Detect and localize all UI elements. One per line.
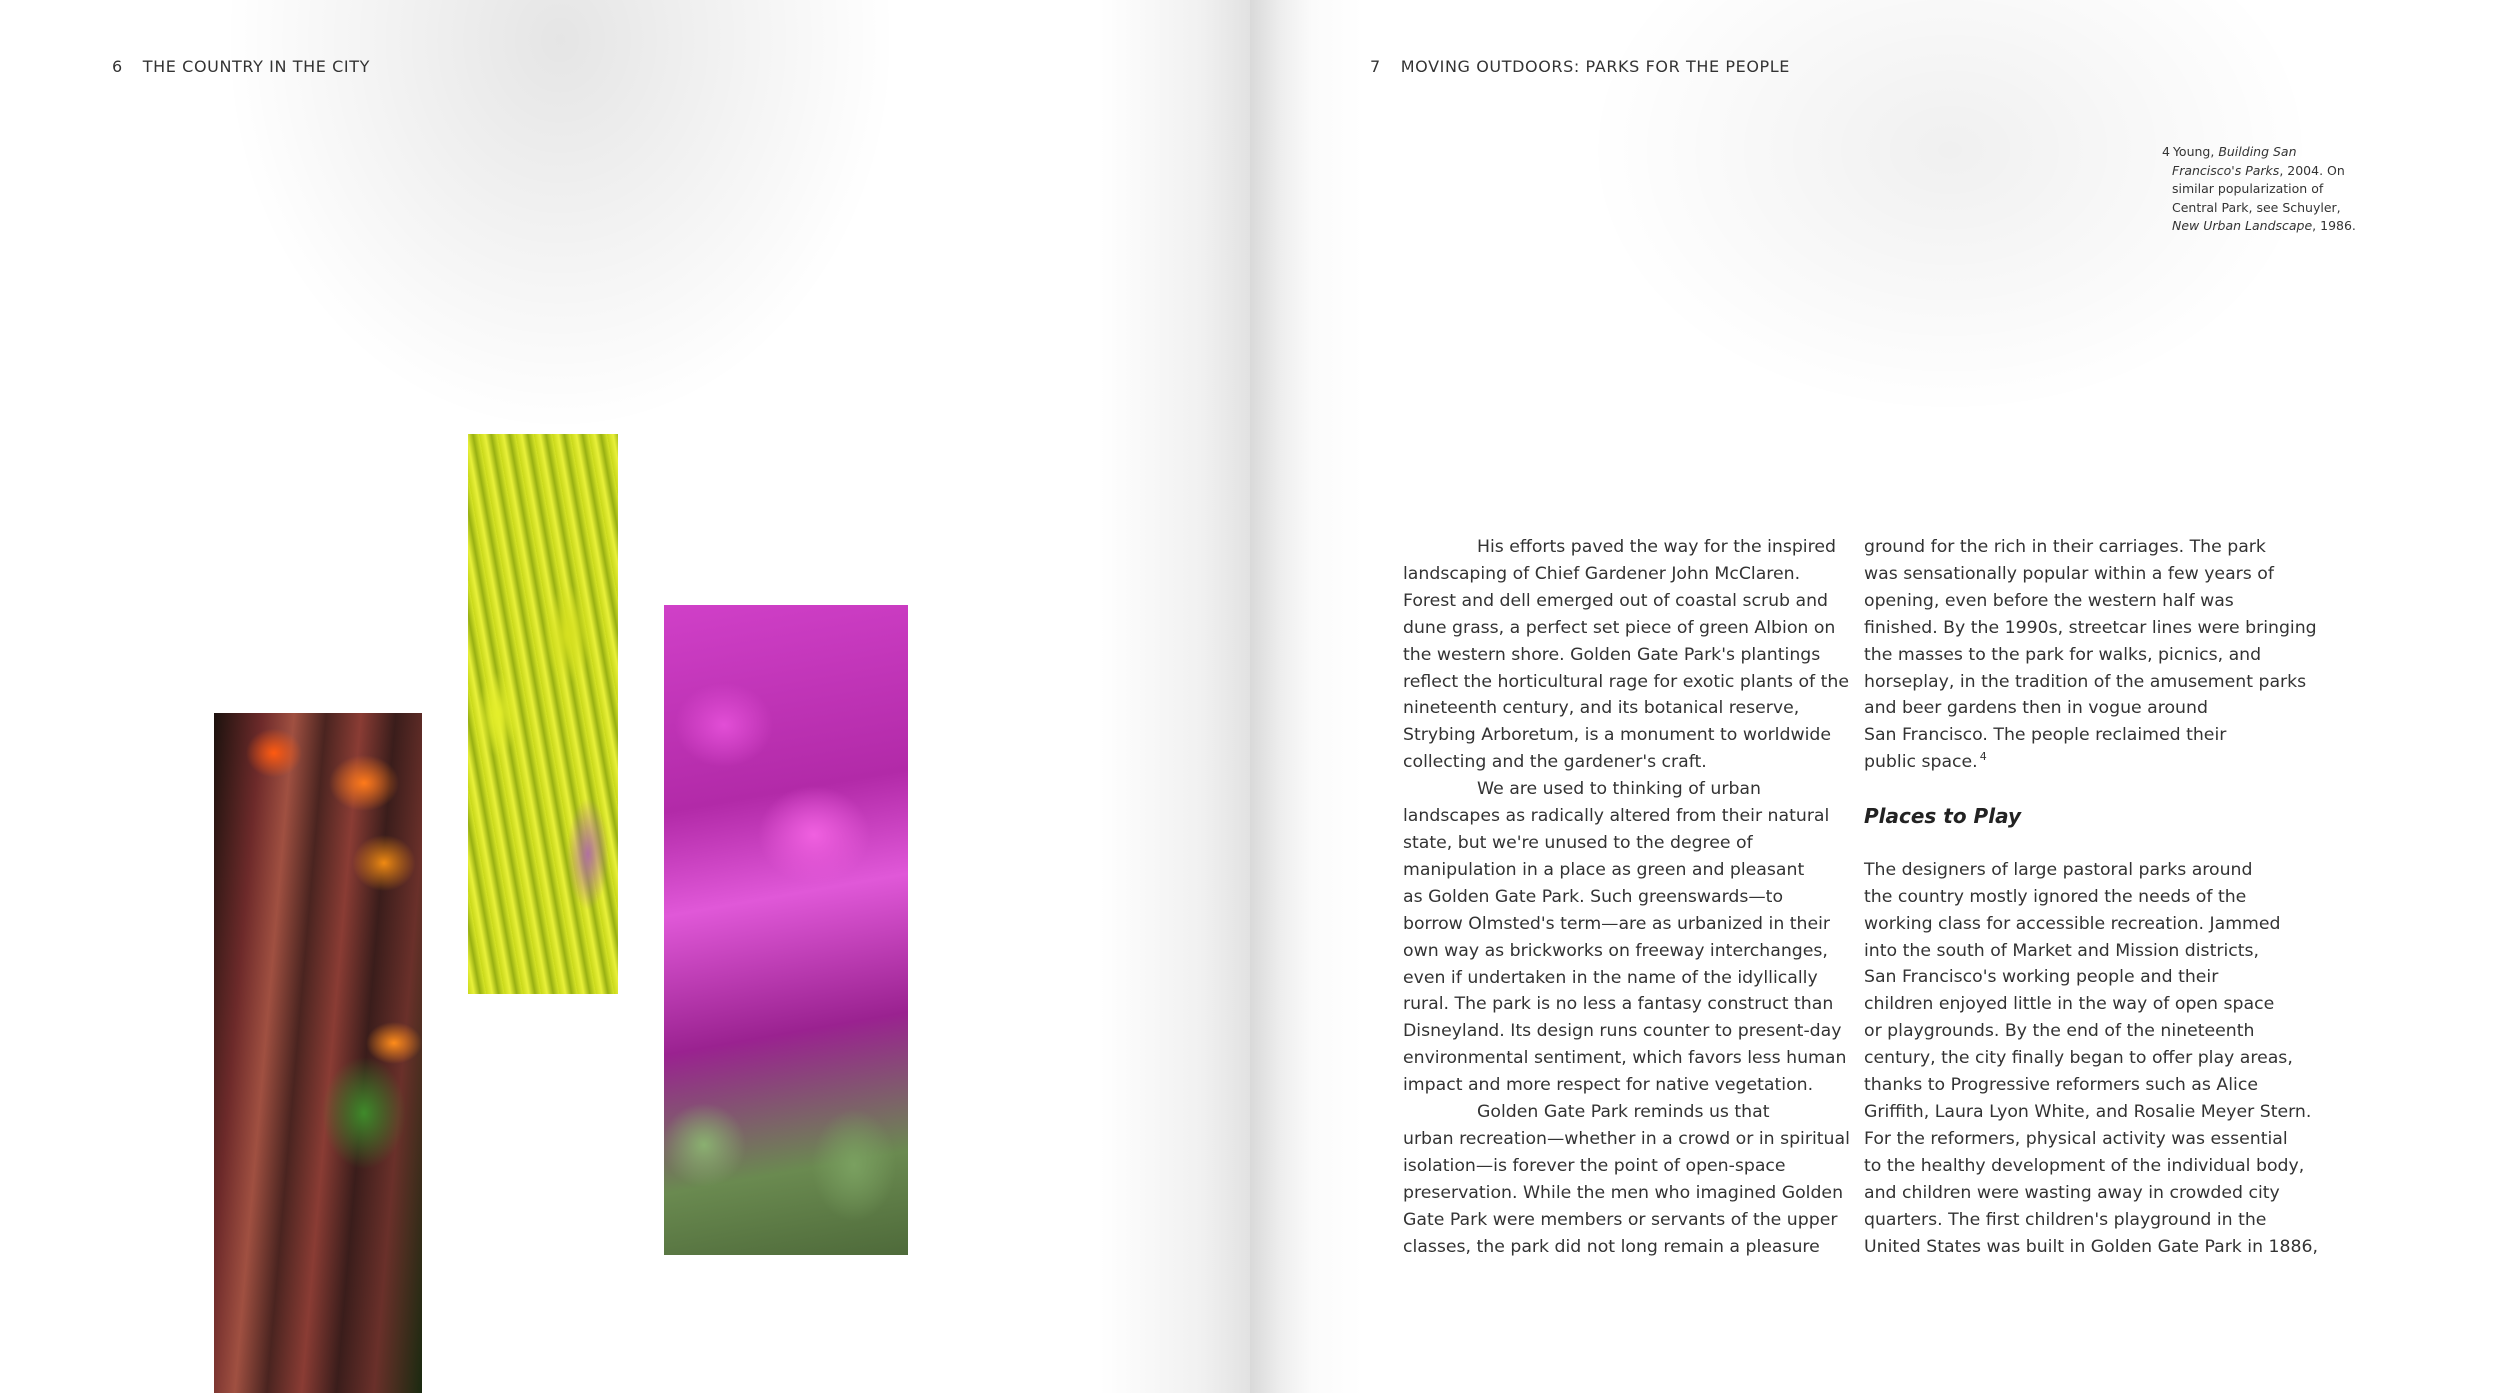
- body-text-line: collecting and the gardener's craft.: [1403, 752, 1707, 773]
- paragraph-gap: [1864, 830, 2334, 857]
- margin-note-title-part: Building San: [2218, 144, 2297, 159]
- body-text-line: preservation. While the men who imagined Golden: [1403, 1182, 1844, 1203]
- body-text-line: Forest and dell emerged out of coastal scrub and: [1403, 590, 1829, 611]
- body-text-line: landscaping of Chief Gardener John McClaren.: [1403, 563, 1801, 584]
- body-text-line: public space. $^4$: [1864, 750, 1987, 773]
- body-text-line: classes, the park did not long remain a pleasure: [1403, 1236, 1820, 1257]
- margin-note-number: 4: [2162, 144, 2170, 159]
- body-text-line: isolation—is forever the point of open-space: [1403, 1155, 1786, 1176]
- body-text-line: the masses to the park for walks, picnics, and: [1864, 644, 2262, 665]
- body-text-line: Golden Gate Park reminds us that: [1477, 1102, 1770, 1123]
- margin-note-line: [2162, 162, 2362, 181]
- body-text-line: The designers of large pastoral parks around: [1864, 859, 2253, 880]
- canna-flower-photo: [214, 713, 422, 1393]
- body-text-line: Strybing Arboretum, is a monument to worldwide: [1403, 725, 1831, 746]
- body-text-line: and children were wasting away in crowded city: [1864, 1182, 2280, 1203]
- body-text-line: San Francisco's working people and their: [1864, 967, 2219, 988]
- margin-note-line: Central Park, see Schuyler,: [2172, 199, 2341, 215]
- body-text-line: state, but we're unused to the degree of: [1403, 832, 1753, 853]
- body-text-line: His efforts paved the way for the inspired: [1477, 537, 1836, 557]
- body-text-line: Griffith, Laura Lyon White, and Rosalie Meyer Stern.: [1864, 1102, 2312, 1122]
- body-text-line: children enjoyed little in the way of open space: [1864, 994, 2275, 1015]
- footnote-reference: 4: [1979, 750, 1987, 764]
- right-page: [1250, 0, 2500, 1393]
- body-text-line: Gate Park were members or servants of the upper: [1403, 1209, 1838, 1230]
- paragraph-gap: [1864, 776, 2334, 803]
- yellow-flower-photo: [468, 434, 618, 994]
- margin-note-text: , 2004. On: [2279, 162, 2345, 178]
- body-text-line: even if undertaken in the name of the idyllically: [1403, 967, 1818, 988]
- body-text-line: as Golden Gate Park. Such greenswards—to: [1403, 886, 1784, 907]
- margin-note: [2162, 143, 2362, 236]
- margin-note-line: similar popularization of: [2172, 181, 2324, 197]
- margin-note-title-part: New Urban Landscape: [2172, 218, 2313, 234]
- body-column-1: [1403, 534, 1853, 1260]
- body-text-line: own way as brickworks on freeway interchanges,: [1403, 940, 1828, 961]
- body-text-line: horseplay, in the tradition of the amusement parks: [1864, 671, 2307, 692]
- body-text-line: rural. The park is no less a fantasy construct than: [1403, 994, 1834, 1015]
- body-text-line: working class for accessible recreation. Jammed: [1864, 913, 2281, 934]
- margin-note-line: [2162, 217, 2362, 236]
- running-head-left: [112, 57, 370, 77]
- body-text-line: nineteenth century, and its botanical reserve,: [1403, 698, 1800, 719]
- body-text-line: urban recreation—whether in a crowd or in spiritual: [1403, 1128, 1850, 1149]
- running-head-right: [1370, 57, 1790, 77]
- body-text-line: reflect the horticultural rage for exotic plants of the: [1403, 671, 1849, 692]
- body-text-line: to the healthy development of the individual body,: [1864, 1155, 2305, 1176]
- body-text-line: impact and more respect for native vegetation.: [1403, 1075, 1814, 1096]
- margin-note-text: , 1986.: [2312, 218, 2356, 234]
- margin-note-line: [2162, 143, 2362, 162]
- section-subhead: Places to Play: [1864, 804, 2021, 829]
- body-text-line: United States was built in Golden Gate Park in 1886,: [1864, 1236, 2319, 1257]
- body-text-line: quarters. The first children's playground in the: [1864, 1209, 2267, 1230]
- body-text-line: Disneyland. Its design runs counter to present-day: [1403, 1021, 1842, 1042]
- page-number-left: 6: [112, 57, 123, 76]
- body-text-line: was sensationally popular within a few years of: [1864, 563, 2274, 584]
- body-text-line: landscapes as radically altered from their natural: [1403, 806, 1830, 827]
- body-text-line: dune grass, a perfect set piece of green Albion on: [1403, 617, 1836, 638]
- body-text-line: thanks to Progressive reformers such as Alice: [1864, 1075, 2258, 1096]
- body-text-line: the country mostly ignored the needs of the: [1864, 886, 2247, 907]
- body-text-line: borrow Olmsted's term—are as urbanized in their: [1403, 913, 1831, 934]
- body-text-line: ground for the rich in their carriages. The park: [1864, 537, 2266, 557]
- margin-note-author: Young,: [2172, 144, 2219, 159]
- body-text-line: or playgrounds. By the end of the nineteenth: [1864, 1021, 2255, 1042]
- body-text-line: and beer gardens then in vogue around: [1864, 698, 2208, 719]
- body-text-line: century, the city finally began to offer play areas,: [1864, 1048, 2293, 1069]
- body-text-line: opening, even before the western half was: [1864, 590, 2234, 611]
- running-head-left-title: THE COUNTRY IN THE CITY: [142, 57, 370, 76]
- body-text-line: manipulation in a place as green and pleasant: [1403, 859, 1805, 880]
- body-text-line: For the reformers, physical activity was essential: [1864, 1128, 2288, 1149]
- body-text-line: San Francisco. The people reclaimed their: [1864, 725, 2227, 746]
- ornamental-kale-photo: [664, 605, 908, 1255]
- body-text-line: into the south of Market and Mission districts,: [1864, 940, 2260, 961]
- page-number-right: 7: [1370, 57, 1381, 76]
- body-text-line: finished. By the 1990s, streetcar lines were bringing: [1864, 617, 2317, 638]
- margin-note-title-part: Francisco's Parks: [2172, 162, 2280, 178]
- body-text-line: We are used to thinking of urban: [1477, 779, 1761, 800]
- body-text-line: the western shore. Golden Gate Park's plantings: [1403, 644, 1821, 665]
- body-text-line: environmental sentiment, which favors less human: [1403, 1048, 1847, 1069]
- body-column-2: [1864, 534, 2334, 1260]
- running-head-right-title: MOVING OUTDOORS: PARKS FOR THE PEOPLE: [1400, 57, 1790, 76]
